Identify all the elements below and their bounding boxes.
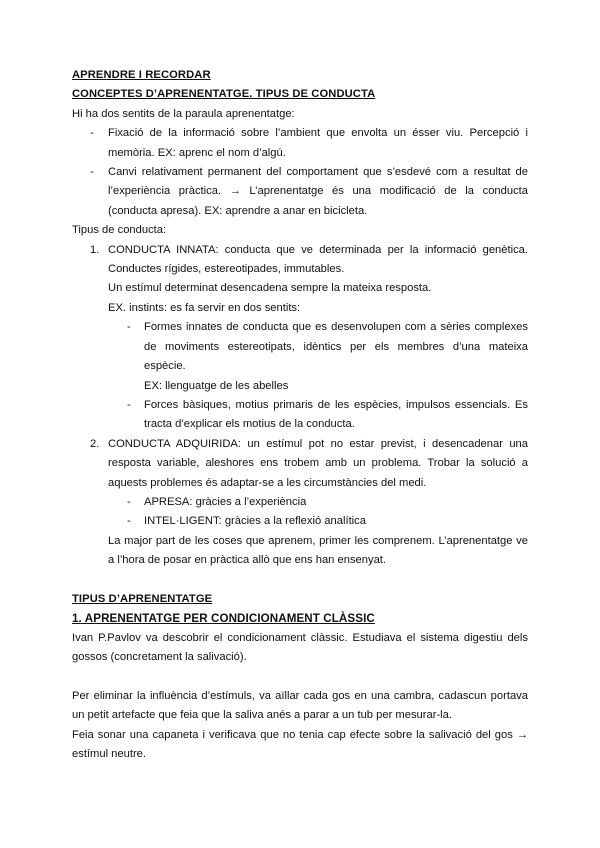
section-heading-concepts: CONCEPTES D’APRENENTATGE. TIPUS DE CONDUCTA (72, 88, 376, 101)
dash-marker: - (127, 321, 131, 334)
spacer (72, 668, 528, 687)
paragraph: Ivan P.Pavlov va descobrir el condicionament clàssic. Estudiava el sistema digestiu dels gossos (concretament la salivació). (72, 631, 528, 664)
adquirida-closing: La major part de les coses que aprenem, primer les comprenem. L’aprenentatge ve a l’hora de posar en pràctica allò que ens han ensenyat. (108, 534, 528, 567)
dash-marker: - (127, 515, 131, 528)
instinct-example: EX: llenguatge de les abelles (144, 379, 289, 392)
list-item-innata (72, 241, 528, 280)
subsection-heading-classical: 1. APRENENTATGE PER CONDICIONAMENT CLÀSSIC (72, 612, 375, 626)
dash-marker: - (127, 398, 131, 411)
list-item (72, 512, 528, 531)
adquirida-sub: APRESA: gràcies a l’experiència (144, 495, 307, 508)
instinct-text: Formes innates de conducta que es desenvolupen com a sèries complexes de moviments estereotipats, idèntics per els membres d’una mateixa espècie. (144, 321, 528, 373)
innata-line: EX. instints: es fa servir en dos sentits: (108, 301, 301, 314)
list-item (72, 318, 528, 376)
adquirida-sub: INTEL·LIGENT: gràcies a la reflexió analítica (144, 515, 366, 528)
list-item (72, 493, 528, 512)
adquirida-text: CONDUCTA ADQUIRIDA: un estímul pot no estar previst, i desencadenar una resposta variable, aleshores ens trobem amb un problema. Trobar la solució a aquests problemes és adaptar-se a les circumstàncies del medi. (108, 437, 528, 489)
paragraph: Per eliminar la influència d’estímuls, va aïllar cada gos en una cambra, cadascun portava un petit artefacte que feia que la saliva anés a parar a un tub per mesurar-la. (72, 689, 528, 722)
sense-text: Canvi relativament permanent del comportament que s’esdevé com a resultat de l’experiència pràctica. → L’aprenentatge és una modificació de la conducta (conducta apresa). EX: aprendre a anar en bicicleta. (108, 166, 528, 217)
list-item-adquirida (72, 435, 528, 493)
section-heading-types: TIPUS D’APRENENTATGE (72, 592, 213, 605)
instinct-text: Forces bàsiques, motius primaris de les espècies, impulsos essencials. Es tracta d’explicar els motius de la conducta. (144, 398, 528, 431)
senses-intro: Hi ha dos sentits de la paraula aprenentatge: (72, 107, 295, 120)
document-title: APRENDRE I RECORDAR (72, 69, 211, 81)
number-marker: 1. (90, 243, 100, 256)
types-intro: Tipus de conducta: (72, 224, 167, 237)
list-item (72, 396, 528, 435)
spacer (72, 571, 528, 590)
list-item (72, 124, 528, 163)
paragraph: Feia sonar una capaneta i verificava que no tenia cap efecte sobre la salivació del gos → estímul neutre. (72, 728, 528, 761)
innata-text: CONDUCTA INNATA: conducta que ve determinada per la informació genètica. Conductes rígides, estereotipades, immutables. (108, 243, 528, 276)
sense-text: Fixació de la informació sobre l’ambient que envolta un ésser viu. Percepció i memòria. EX: aprenc el nom d’algú. (108, 127, 528, 159)
innata-line: Un estímul determinat desencadena sempre la mateixa resposta. (108, 282, 432, 295)
dash-marker: - (90, 127, 94, 140)
document-page (72, 66, 528, 765)
dash-marker: - (127, 495, 131, 508)
dash-marker: - (90, 166, 94, 179)
number-marker: 2. (90, 437, 100, 450)
list-item (72, 163, 528, 221)
